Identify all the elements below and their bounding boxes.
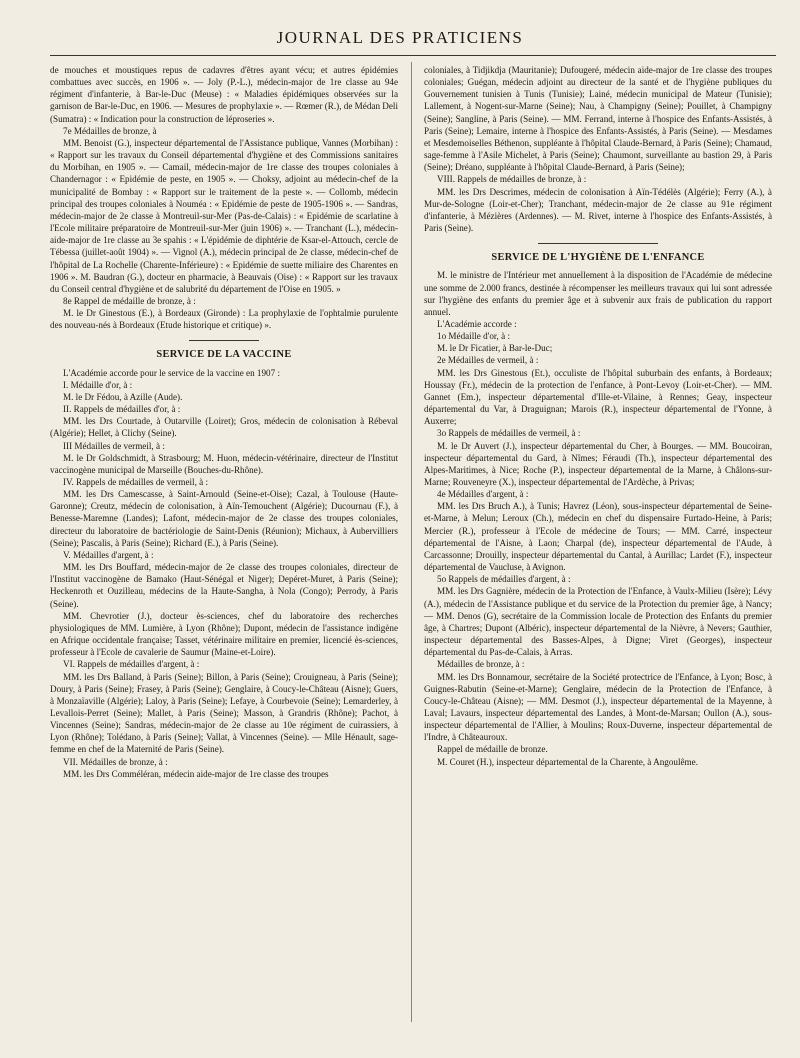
paragraph: M. le Dr Auvert (J.), inspecteur départemental du Cher, à Bourges. — MM. Boucoiran, inspecteur départemental du Gard, à Nîmes; Féraudi (Th.), inspecteur départemental des Alpes-Maritimes, à Nice; Roche (P.), inspecteur départemental de la Marne, à Châlons-sur-Marne; Rouveneyre (X.), inspecteur départemental de l'Ardèche, à Privas; bbox=[424, 440, 772, 487]
paragraph: M. le Dr Fédou, à Azille (Aude). bbox=[63, 391, 183, 402]
paragraph: coloniales, à Tidjikdja (Mauritanie); Dufougeré, médecin aide-major de 1re classe des troupes coloniales; Guégan, médecin adjoint au directeur de la santé et de l'hygiène publiques du Gouvernement tunisien à Tunis (Tunisie); Lainé, médecin municipal de Mateur (Tunisie); Lallement, à Nogent-sur-Marne (Seine); Nau, à Champigny (Seine); Pouillet, à Champigny (Seine); Sangline, à Paris (Seine). — MM. Ferrand, interne à l'hospice des Enfants-Assistés, à Paris (Seine); Lemaire, interne à l'hospice des Enfants-Assistés, à Paris (Seine). — Mesdames et Mesdemoiselles Béthenon, suppléante à l'hôpital Claude-Bernard, à Paris (Seine); Chamaud, sage-femme à l'Asile Michelet, à Paris (Seine); Chaumont, surveillante au bastion 29, à Paris (Seine); Dréano, suppléante à l'hôpital Claude-Bernard, à Paris (Seine); bbox=[424, 65, 772, 173]
paragraph: M. le Dr Goldschmidt, à Strasbourg; M. Huon, médecin-vétérinaire, directeur de l'Institut vaccinogène municipal de Marseille (Bouches-du-Rhône). bbox=[50, 452, 398, 475]
paragraph: M. le ministre de l'Intérieur met annuellement à la disposition de l'Académie de médecine une somme de 2.000 francs, destinée à récompenser les meilleurs travaux qui lui sont adressée sur l'hygiène des enfants du premier âge et à subvenir aux frais de publication du rapport annuel. bbox=[424, 270, 772, 317]
section-title-vaccine: SERVICE DE LA VACCINE bbox=[156, 349, 292, 361]
page-header: JOURNAL DES PRATICIENS bbox=[276, 28, 524, 47]
subheading: VIII. Rappels de médailles de bronze, à : bbox=[437, 174, 587, 185]
paragraph: MM. les Drs Bonnamour, secrétaire de la Société protectrice de l'Enfance, à Lyon; Bosc, à Guignes-Rabutin (Seine-et-Marne); Genglaire, médecin de la Protection de l'Enfance, à Coucy-le-Château (Aisne); — MM. Desmot (J.), inspecteur départemental de la Mayenne, à Laval; Lavaurs, inspecteur départemental des Landes, à Mont-de-Marsan; Oullon (A.), sous-inspecteur départemental de l'Allier, à Moulins; Roux-Duverne, inspecteur départemental de l'Indre, à Châteauroux. bbox=[424, 671, 772, 743]
subheading: Rappel de médaille de bronze. bbox=[437, 744, 548, 755]
paragraph: L'Académie accorde pour le service de la vaccine en 1907 : bbox=[63, 367, 280, 378]
paragraph: MM. Chevrotier (J.), docteur ès-sciences, chef du laboratoire des recherches physiologiques de MM. Lumière, à Lyon (Rhône); Dupont, médecin de l'assistance indigène en Afrique occidentale française; Tasset, vétérinaire militaire en premier, licencié ès-sciences, professeur à l'Ecole de cavalerie de Saumur (Maine-et-Loire). bbox=[50, 610, 398, 658]
subheading: 3o Rappels de médailles de vermeil, à : bbox=[437, 428, 581, 439]
subheading: VII. Médailles de bronze, à : bbox=[63, 756, 168, 767]
paragraph: M. le Dr Ficatier, à Bar-le-Duc; bbox=[437, 343, 553, 354]
paragraph: MM. les Drs Descrimes, médecin de colonisation à Aïn-Tédélès (Algérie); Ferry (A.), à Mur-de-Sologne (Loir-et-Cher); Tranchant, médecin-major de 2e classe au 91e régiment d'infanterie, à Mézières (Ardennes). — M. Rivet, interne à l'hospice des Enfants-Assistés, à Paris (Seine). bbox=[424, 186, 772, 234]
section-divider bbox=[189, 340, 259, 341]
section-title-enfance: SERVICE DE L'HYGIÈNE DE L'ENFANCE bbox=[491, 252, 705, 264]
subheading: 4e Médailles d'argent, à : bbox=[437, 489, 529, 500]
paragraph: MM. les Drs Bruch A.), à Tunis; Havrez (Léon), sous-inspecteur départemental de Seine-et-Marne, à Melun; Leroux (Ch.), médecin en chef du dispensaire Furtado-Heine, à Paris; Mercier (R.), professeur à l'Ecole de médecine de Tours; — MM. Carré, inspecteur départemental de l'Aisne, à Laon; Charpal (de), inspecteur départemental de l'Aude, à Carcassonne; Drouilly, inspecteur départemental du Cantal, à Aurillac; Lardet (F.), inspecteur départemental de Vaucluse, à Avignon. bbox=[424, 501, 772, 573]
subheading: III Médailles de vermeil, à : bbox=[63, 440, 165, 451]
paragraph: MM. Benoist (G.), inspecteur départemental de l'Assistance publique, Vannes (Morbihan) : « Rapport sur les travaux du Conseil départemental d'hygiène et des Commissions sanitaires du Morbihan, en 1905 ». — Camail, médecin-major de 1re classe des troupes coloniales à Chandernagor : « Epidémie de peste, en 1905 ». — Choksy, adjoint au médecin-chef de la municipalité de Bombay : « Rapport sur le traitement de la peste ». — Collomb, médecin principal des troupes coloniales à Nouméa : « Epidémie de peste de 1905-1906 ». — Sandras, médecin-major de 2e classe à Montreuil-sur-Mer (Pas-de-Calais) : « Epidémie de scarlatine à l'Ecole militaire préparatoire de Montreuil-sur-Mer (juin 1906) ». — Tranchant (L.), médecin-aide-major de 1re classe au 3e spahis : « L'épidémie de diphtérie de Ksar-el-Attouch, cercle de Tébessa (juillet-août 1904) ». — Vignol (A.), médecin principal de 2e classe, médecin-chef de l'hôpital de La Rochelle (Charente-Inférieure) : « Epidémie de suette miliaire des Charentes en 1906 ». M. Baudran (G.), docteur en pharmacie, à Beauvais (Oise) : « Rapport sur les travaux du Conseil central d'hygiène et de salubrité du département de l'Oise en 1905. » bbox=[50, 137, 398, 294]
paragraph: de mouches et moustiques repus de cadavres d'êtres ayant vécu; et autres épidémies combattues avec succès, en 1906 ». — Joly (P.-L.), médecin-major de 1re classe au 94e régiment d'infanterie, à Bar-le-Duc (Meuse) : « Maladies épidémiques observées sur la garnison de Bar-le-Duc, en 1906. — Mesures de prophylaxie ». — Rœmer (R.), de Médan Deli (Sumatra) : « Indication pour la construction de léproseries ». bbox=[50, 65, 398, 124]
subheading: Médailles de bronze, à : bbox=[437, 659, 525, 670]
paragraph: MM. les Drs Courtade, à Outarville (Loiret); Gros, médecin de colonisation à Rébeval (Algérie); Hellet, à Clichy (Seine). bbox=[50, 416, 398, 439]
subheading: V. Médailles d'argent, à : bbox=[63, 549, 154, 560]
header-rule bbox=[50, 55, 776, 56]
subheading: 8e Rappel de médaille de bronze, à : bbox=[63, 295, 196, 306]
paragraph: MM. les Drs Ginestous (Et.), occuliste de l'hôpital suburbain des enfants, à Bordeaux; Houssay (Fr.), médecin de la protection de l'enfance, à Pont-Levoy (Loir-et-Cher). — MM. Gannet (Em.), inspecteur départemental d'Ille-et-Vilaine, à Rennes; Geay, inspecteur départemental du Var, à Draguignan; Marois (R.), inspecteur départemental de l'Yonne, à Auxerre; bbox=[424, 367, 772, 427]
paragraph: M. Couret (H.), inspecteur départemental de la Charente, à Angoulême. bbox=[437, 756, 698, 767]
paragraph: MM. les Drs Gagnière, médecin de la Protection de l'Enfance, à Vaulx-Milieu (Isère); Lévy (A.), médecin de l'Assistance publique et du service de la Protection du premier âge, à Nancy; — MM. Denos (G), secrétaire de la Commission locale de Protection des Enfants du premier âge, à Chartres; Dupont (Albéric), inspecteur départemental de la Nièvre, à Nevers; Gauthier, inspecteur départemental des Basses-Alpes, à Digne; Viret (Georges), inspecteur départemental du Pas-de-Calais, à Arras. bbox=[424, 586, 772, 658]
paragraph: MM. les Drs Balland, à Paris (Seine); Billon, à Paris (Seine); Crouigneau, à Paris (Seine); Doury, à Paris (Seine); Frasey, à Paris (Seine); Genglaire, à Coucy-le-Château (Aisne); Guers, à Monzaïaville (Algérie); Laloy, à Paris (Seine); Lefaye, à Courbevoie (Seine); Lemarderley, à Levallois-Perret (Seine); Mallet, à Paris (Seine); Masson, à Grandris (Rhône); Pachot, à Vincennes (Seine); Sandras, médecin-major de 2e classe au 10e régiment de cuirassiers, à Lyon (Rhône); Tolédano, à Paris (Seine); Vallat, à Vincennes (Seine). — Mlle Hénault, sage-femme en chef de la Maternité de Paris (Seine). bbox=[50, 671, 398, 755]
subheading: IV. Rappels de médailles de vermeil, à : bbox=[63, 477, 209, 487]
paragraph: MM. les Drs Camescasse, à Saint-Arnould (Seine-et-Oise); Cazal, à Toulouse (Haute-Garonne); Creutz, médecin de colonisation, à Aïn-Temouchent (Algérie); Ducournau (F.), à Benesse-Maremne (Landes); Lafont, médecin-major de 2e classe des troupes coloniales, directeur du laboratoire de bactériologie de Saint-Denis (Réunion); Michaux, à Aubervilliers (Seine); Pascalis, à Paris (Seine); Richard (E.), à Paris (Seine). bbox=[50, 489, 398, 548]
paragraph: M. le Dr Ginestous (E.), à Bordeaux (Gironde) : La prophylaxie de l'ophtalmie purulente des nouveau-nés à Bordeaux (Etude historique et critique) ». bbox=[50, 308, 398, 331]
left-column bbox=[50, 64, 398, 780]
section-divider bbox=[538, 243, 658, 244]
column-separator bbox=[411, 62, 412, 1022]
right-column bbox=[424, 64, 772, 768]
subheading: 5o Rappels de médailles d'argent, à : bbox=[437, 574, 571, 585]
subheading: I. Médaille d'or, à : bbox=[63, 379, 133, 390]
subheading: II. Rappels de médailles d'or, à : bbox=[63, 404, 181, 415]
subheading: 2e Médailles de vermeil, à : bbox=[437, 355, 539, 366]
subheading: 1o Médaille d'or, à : bbox=[437, 331, 510, 342]
subheading: VI. Rappels de médailles d'argent, à : bbox=[63, 659, 200, 670]
paragraph: L'Académie accorde : bbox=[437, 318, 517, 329]
paragraph: MM. les Drs Comméléran, médecin aide-major de 1re classe des troupes bbox=[63, 768, 329, 779]
subheading: 7e Médailles de bronze, à bbox=[63, 125, 157, 136]
paragraph: MM. les Drs Bouffard, médecin-major de 2e classe des troupes coloniales, directeur de l'Institut vaccinogène de Bamako (Haut-Sénégal et Niger); Depéret-Muret, à Paris (Seine); Heckenroth et Ouzilleau, médecins de la Haute-Sangha, à Nola (Congo); Perrody, à Paris (Seine). bbox=[50, 562, 398, 609]
